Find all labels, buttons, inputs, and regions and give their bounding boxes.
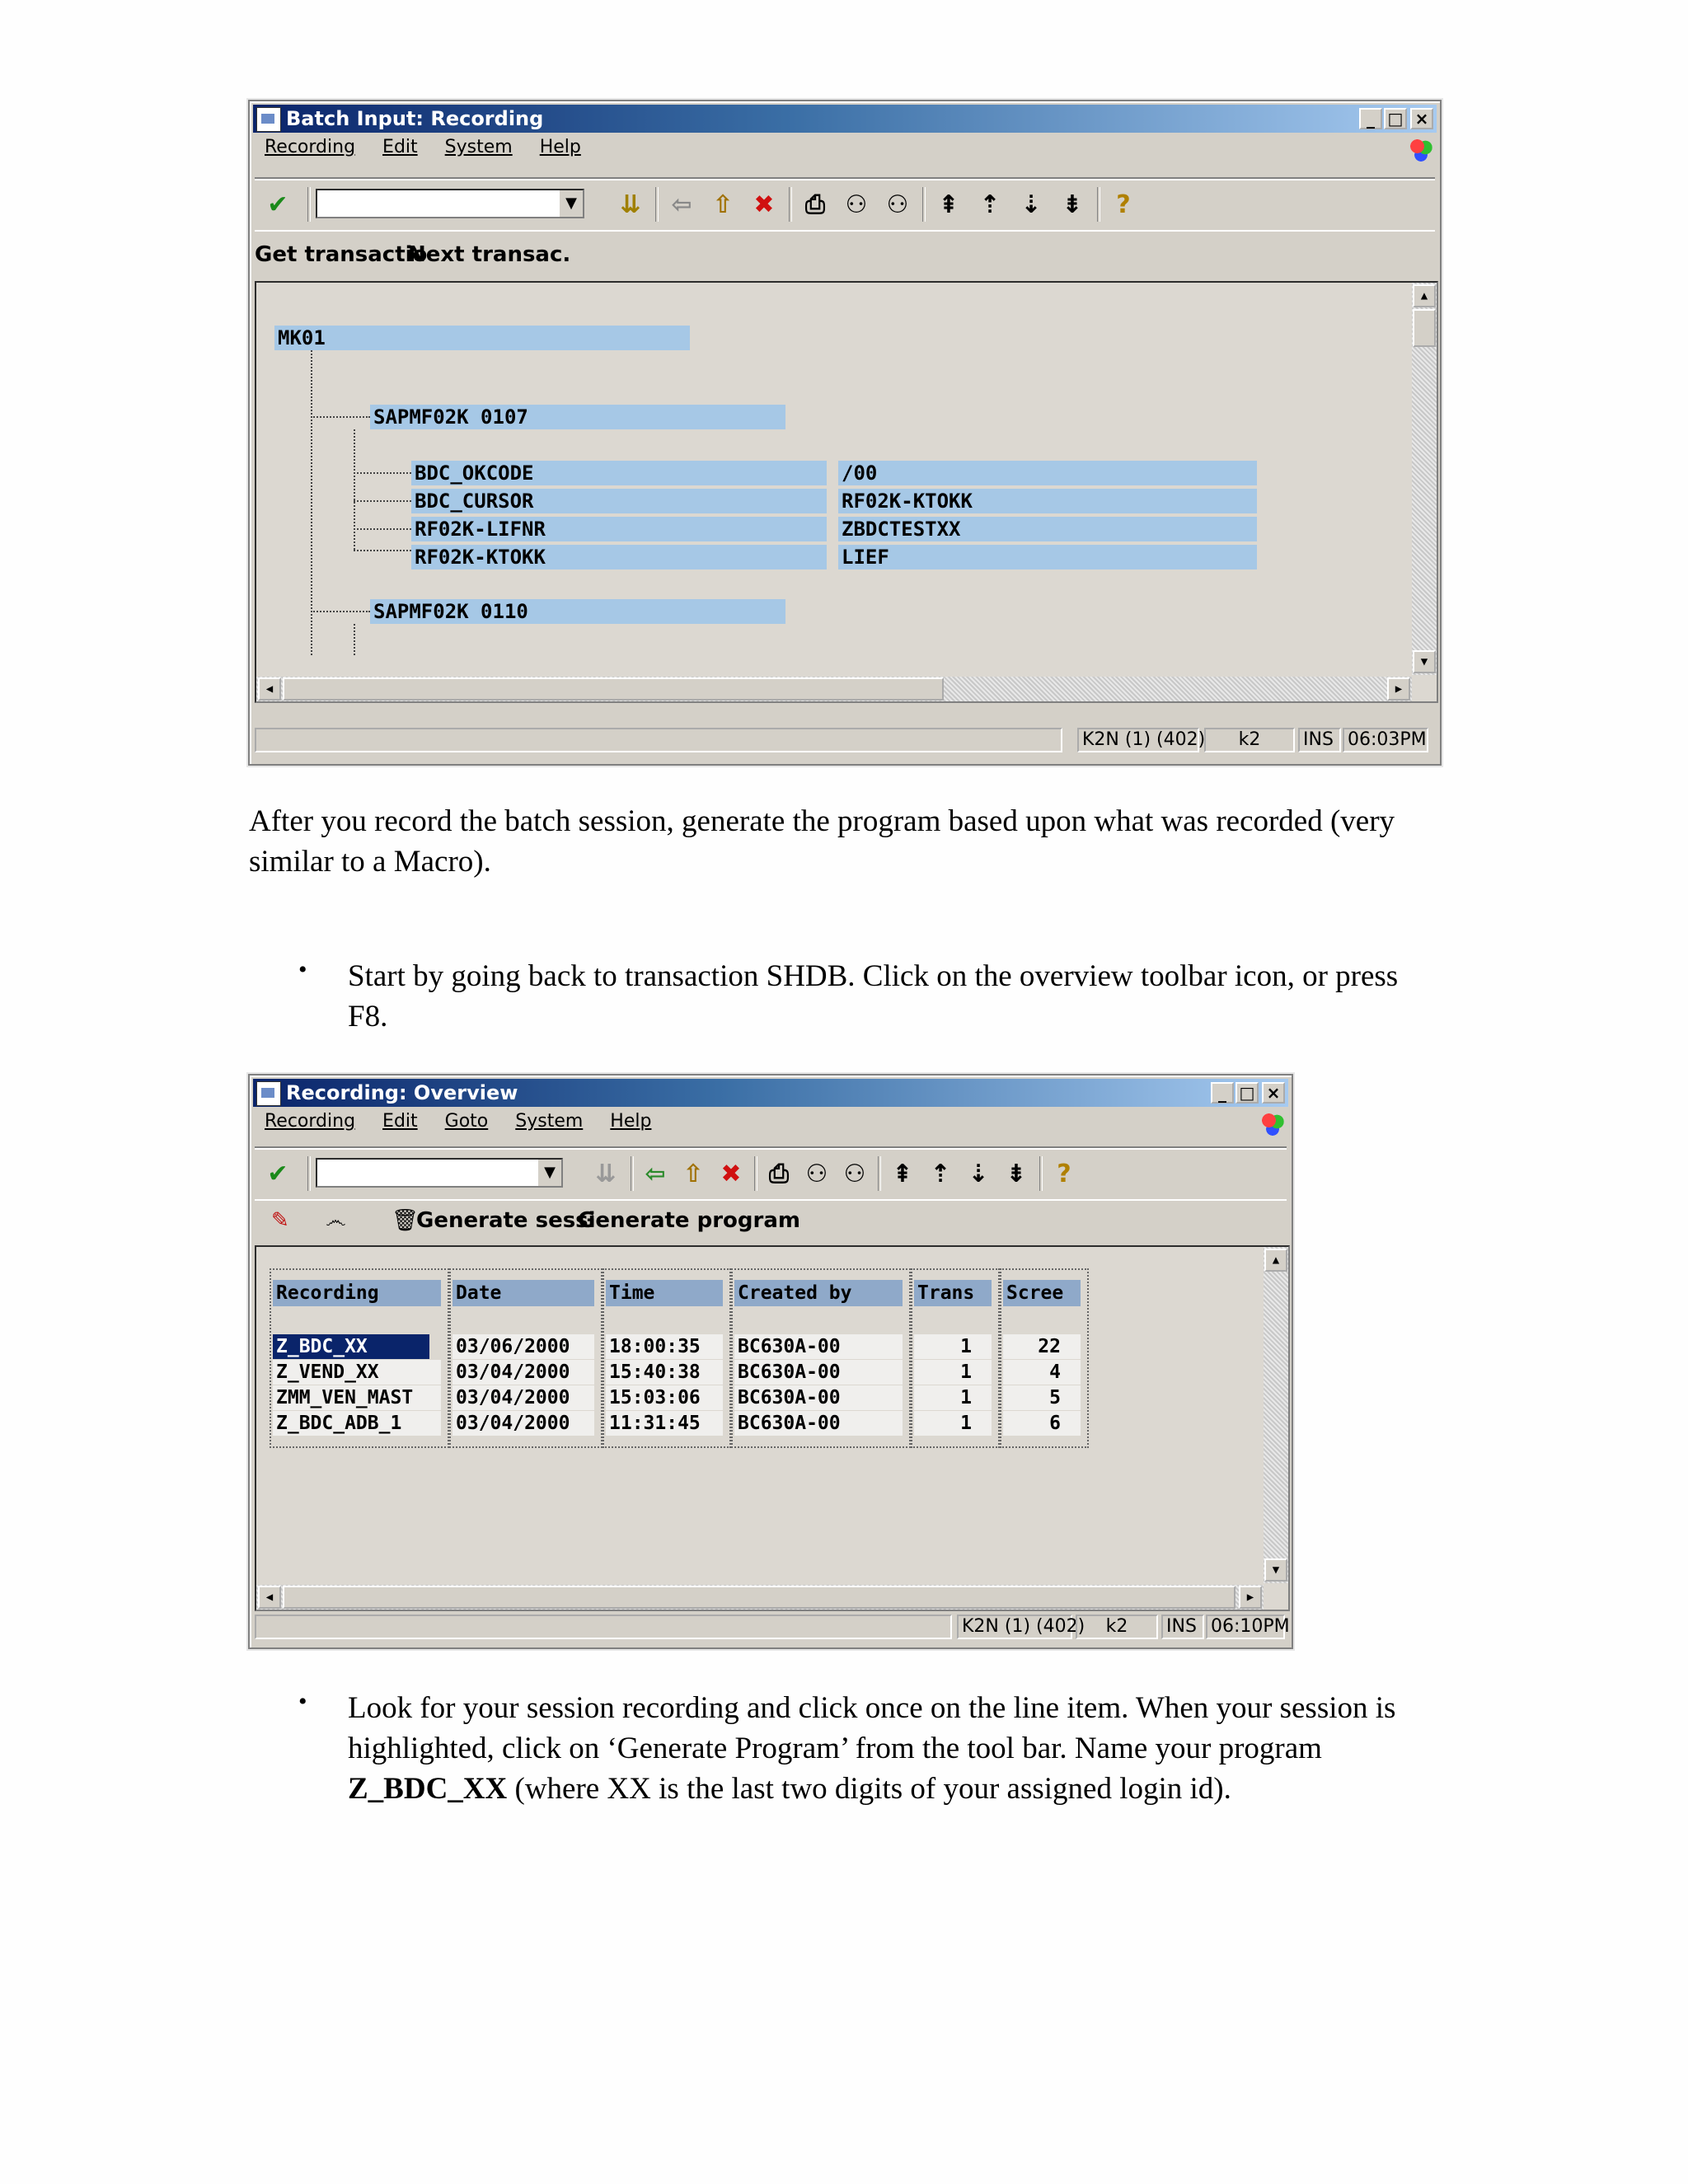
tree-node-screen[interactable]: SAPMF02K 0110 [370, 599, 785, 624]
toolbar-separator [1039, 1156, 1043, 1191]
menu-system[interactable]: System [515, 1111, 584, 1132]
scroll-up-icon[interactable]: ▲ [1413, 284, 1436, 307]
instruction-text: (where XX is the last two digits of your assigned login id). [507, 1772, 1231, 1806]
sap-logo-icon [1260, 1112, 1285, 1137]
tree-connector [354, 429, 355, 550]
status-time: 06:03PM [1343, 728, 1428, 752]
field-value[interactable]: RF02K-KTOKK [838, 489, 1257, 513]
tree-connector [354, 528, 411, 530]
table-row-time[interactable]: 18:00:35 [606, 1334, 723, 1359]
enter-check-icon[interactable]: ✔ [267, 190, 288, 219]
toolbar-separator [878, 1156, 881, 1191]
next-page-icon[interactable]: ⇣ [968, 1160, 989, 1188]
maximize-icon[interactable]: □ [1236, 1082, 1259, 1104]
help-icon[interactable]: ? [1116, 190, 1131, 219]
sap-window-icon [256, 107, 281, 132]
field-name[interactable]: RF02K-KTOKK [411, 545, 827, 569]
menu-recording[interactable]: Recording [265, 1111, 356, 1132]
table-row-date[interactable]: 03/04/2000 [452, 1360, 594, 1385]
previous-page-icon[interactable]: ⇡ [930, 1160, 951, 1188]
field-name[interactable]: BDC_OKCODE [411, 461, 827, 485]
instruction-generate-program [348, 1688, 1452, 1809]
minimize-icon[interactable]: _ [1211, 1082, 1234, 1104]
standard-toolbar [255, 177, 1435, 232]
get-transaction-button[interactable]: Get transactio [255, 242, 428, 267]
status-mode[interactable]: INS [1298, 728, 1341, 752]
header-screens[interactable]: Scree [1003, 1280, 1081, 1306]
table-row-screens[interactable]: 4 [1003, 1360, 1081, 1385]
table-row-created-by[interactable]: BC630A-00 [734, 1334, 903, 1359]
enter-check-icon[interactable]: ✔ [267, 1160, 288, 1188]
header-date[interactable]: Date [452, 1280, 594, 1306]
status-client: k2 [1076, 1615, 1158, 1639]
horizontal-scrollbar[interactable] [256, 1585, 1264, 1610]
status-message-area [255, 1615, 952, 1639]
scroll-right-icon[interactable]: ▶ [1387, 677, 1410, 701]
window-title: Recording: Overview [286, 1081, 518, 1104]
vertical-scrollbar[interactable] [1264, 1247, 1288, 1583]
status-system: K2N (1) (402) [957, 1615, 1072, 1639]
batch-input-recording-window [248, 100, 1442, 766]
status-client: k2 [1204, 728, 1295, 752]
save-icon[interactable]: ⇊ [620, 190, 641, 219]
back-icon[interactable]: ⇦ [671, 190, 692, 219]
bullet-icon: • [298, 1688, 307, 1715]
table-row-trans[interactable]: 1 [914, 1411, 992, 1436]
sap-logo-icon [1409, 138, 1433, 162]
program-name: Z_BDC_XX [348, 1772, 508, 1806]
tree-connector [354, 624, 355, 655]
table-row-date[interactable]: 03/06/2000 [452, 1334, 594, 1359]
table-row-time[interactable]: 15:40:38 [606, 1360, 723, 1385]
horizontal-scrollbar[interactable] [256, 677, 1412, 701]
instruction-start-shdb: Start by going back to transaction SHDB. Click on the overview toolbar icon, or press F8. [348, 959, 1399, 1033]
menu-edit[interactable]: Edit [382, 137, 418, 157]
first-page-icon[interactable]: ⇞ [892, 1160, 913, 1188]
find-icon[interactable]: ⚇ [805, 1160, 828, 1188]
field-name[interactable]: RF02K-LIFNR [411, 517, 827, 541]
first-page-icon[interactable]: ⇞ [938, 190, 959, 219]
instruction-text: Look for your session recording and click once on the line item. When your session is highlighted, click on ‘Generate Program’ from the tool bar. Name your program [348, 1691, 1396, 1765]
table-row-recording[interactable]: ZMM_VEN_MAST [273, 1385, 441, 1410]
minimize-icon[interactable]: _ [1359, 108, 1382, 129]
close-icon[interactable]: × [1410, 108, 1433, 129]
exit-icon[interactable]: ⇧ [682, 1160, 704, 1188]
command-field[interactable] [316, 1158, 563, 1188]
menu-help[interactable]: Help [610, 1111, 652, 1132]
next-page-icon[interactable]: ⇣ [1020, 190, 1042, 219]
header-time[interactable]: Time [606, 1280, 723, 1306]
table-row-time[interactable]: 15:03:06 [606, 1385, 723, 1410]
exit-icon[interactable]: ⇧ [712, 190, 734, 219]
chevron-down-icon[interactable]: ▼ [558, 190, 583, 217]
table-row-date[interactable]: 03/04/2000 [452, 1411, 594, 1436]
status-time: 06:10PM [1206, 1615, 1285, 1639]
header-trans[interactable]: Trans [914, 1280, 992, 1306]
table-row-date[interactable]: 03/04/2000 [452, 1385, 594, 1410]
next-transaction-button[interactable]: Next transac. [408, 242, 571, 267]
table-row-screens[interactable]: 5 [1003, 1385, 1081, 1410]
find-next-icon[interactable]: ⚇ [886, 190, 909, 219]
find-icon[interactable]: ⚇ [845, 190, 868, 219]
tree-connector [354, 500, 411, 502]
field-value[interactable]: ZBDCTESTXX [838, 517, 1257, 541]
generate-session-button[interactable]: Generate sessi [416, 1208, 596, 1233]
recording-overview-window [248, 1074, 1293, 1649]
print-icon[interactable]: ⎙ [769, 1160, 789, 1188]
table-row-created-by[interactable]: BC630A-00 [734, 1360, 903, 1385]
application-toolbar [255, 1197, 1287, 1244]
table-row-recording[interactable]: Z_BDC_ADB_1 [273, 1411, 441, 1436]
sap-window-icon [256, 1081, 281, 1106]
status-bar [255, 1613, 1290, 1641]
last-page-icon[interactable]: ⇟ [1062, 190, 1083, 219]
find-next-icon[interactable]: ⚇ [843, 1160, 866, 1188]
field-value[interactable]: /00 [838, 461, 1257, 485]
toolbar-separator [631, 1156, 634, 1191]
scroll-left-icon[interactable]: ◀ [258, 677, 281, 701]
save-icon[interactable]: ⇊ [595, 1160, 617, 1188]
display-glasses-icon[interactable]: ෴ [326, 1208, 346, 1233]
menu-help[interactable]: Help [539, 137, 581, 157]
toolbar-separator [307, 187, 311, 222]
table-row-trans[interactable]: 1 [914, 1385, 992, 1410]
tree-connector [354, 472, 411, 474]
menu-recording[interactable]: Recording [265, 137, 356, 157]
close-icon[interactable]: × [1262, 1082, 1285, 1104]
table-row-created-by[interactable]: BC630A-00 [734, 1411, 903, 1436]
table-row-created-by[interactable]: BC630A-00 [734, 1385, 903, 1410]
print-icon[interactable]: ⎙ [805, 190, 825, 219]
status-mode[interactable]: INS [1161, 1615, 1204, 1639]
toolbar-separator [754, 1156, 757, 1191]
status-message-area [255, 728, 1062, 752]
standard-toolbar [255, 1146, 1287, 1201]
tree-connector [311, 611, 370, 612]
scroll-up-icon[interactable]: ▲ [1264, 1249, 1287, 1272]
table-row-recording[interactable]: Z_VEND_XX [273, 1360, 441, 1385]
status-bar [255, 726, 1435, 754]
recording-list [255, 1245, 1290, 1611]
tree-connector [311, 350, 312, 655]
scroll-right-icon[interactable]: ▶ [1239, 1586, 1262, 1609]
toolbar-separator [922, 187, 926, 222]
scroll-thumb[interactable] [283, 1586, 1236, 1609]
command-field[interactable] [316, 189, 584, 218]
field-value[interactable]: LIEF [838, 545, 1257, 569]
cancel-icon[interactable]: ✖ [753, 190, 775, 219]
scroll-thumb[interactable] [1413, 309, 1436, 347]
table-row-screens[interactable]: 6 [1003, 1411, 1081, 1436]
paragraph-generate-program: After you record the batch session, generate the program based upon what was recorded (very similar to a Macro). [249, 804, 1395, 879]
header-recording[interactable]: Recording [273, 1280, 441, 1306]
help-icon[interactable]: ? [1057, 1160, 1071, 1188]
menu-edit[interactable]: Edit [382, 1111, 418, 1132]
recording-tree [255, 281, 1438, 703]
scroll-thumb[interactable] [283, 677, 944, 701]
previous-page-icon[interactable]: ⇡ [979, 190, 1001, 219]
edit-pencil-icon[interactable]: ✎ [271, 1208, 289, 1233]
toolbar-separator [789, 187, 792, 222]
table-row-recording[interactable]: Z_BDC_XX [273, 1334, 429, 1359]
tree-connector [354, 550, 411, 551]
tree-node-screen[interactable]: SAPMF02K 0107 [370, 405, 785, 429]
title-bar [253, 105, 1437, 133]
field-name[interactable]: BDC_CURSOR [411, 489, 827, 513]
toolbar-separator [307, 1156, 311, 1191]
application-toolbar [255, 232, 1435, 278]
bullet-icon: • [298, 956, 307, 983]
delete-trash-icon[interactable]: 🗑 [392, 1208, 420, 1233]
back-icon[interactable]: ⇦ [645, 1160, 666, 1188]
menu-bar [255, 1108, 1287, 1135]
table-row-trans[interactable]: 1 [914, 1334, 992, 1359]
cancel-icon[interactable]: ✖ [720, 1160, 742, 1188]
last-page-icon[interactable]: ⇟ [1006, 1160, 1027, 1188]
menu-bar [255, 134, 1435, 161]
menu-goto[interactable]: Goto [444, 1111, 489, 1132]
table-row-screens[interactable]: 22 [1003, 1334, 1081, 1359]
toolbar-separator [1097, 187, 1100, 222]
vertical-scrollbar[interactable] [1412, 283, 1437, 675]
menu-system[interactable]: System [444, 137, 513, 157]
generate-program-button[interactable]: Generate program [578, 1208, 800, 1233]
chevron-down-icon[interactable]: ▼ [537, 1160, 561, 1186]
tree-node-transaction[interactable]: MK01 [274, 326, 690, 350]
status-system: K2N (1) (402) [1077, 728, 1199, 752]
tree-connector [311, 416, 370, 418]
scroll-down-icon[interactable]: ▼ [1413, 650, 1436, 673]
scroll-down-icon[interactable]: ▼ [1264, 1558, 1287, 1582]
header-created-by[interactable]: Created by [734, 1280, 903, 1306]
table-row-trans[interactable]: 1 [914, 1360, 992, 1385]
title-bar [253, 1079, 1288, 1107]
maximize-icon[interactable]: □ [1384, 108, 1407, 129]
scroll-left-icon[interactable]: ◀ [258, 1586, 281, 1609]
window-title: Batch Input: Recording [286, 107, 544, 130]
toolbar-separator [655, 187, 659, 222]
table-row-time[interactable]: 11:31:45 [606, 1411, 723, 1436]
